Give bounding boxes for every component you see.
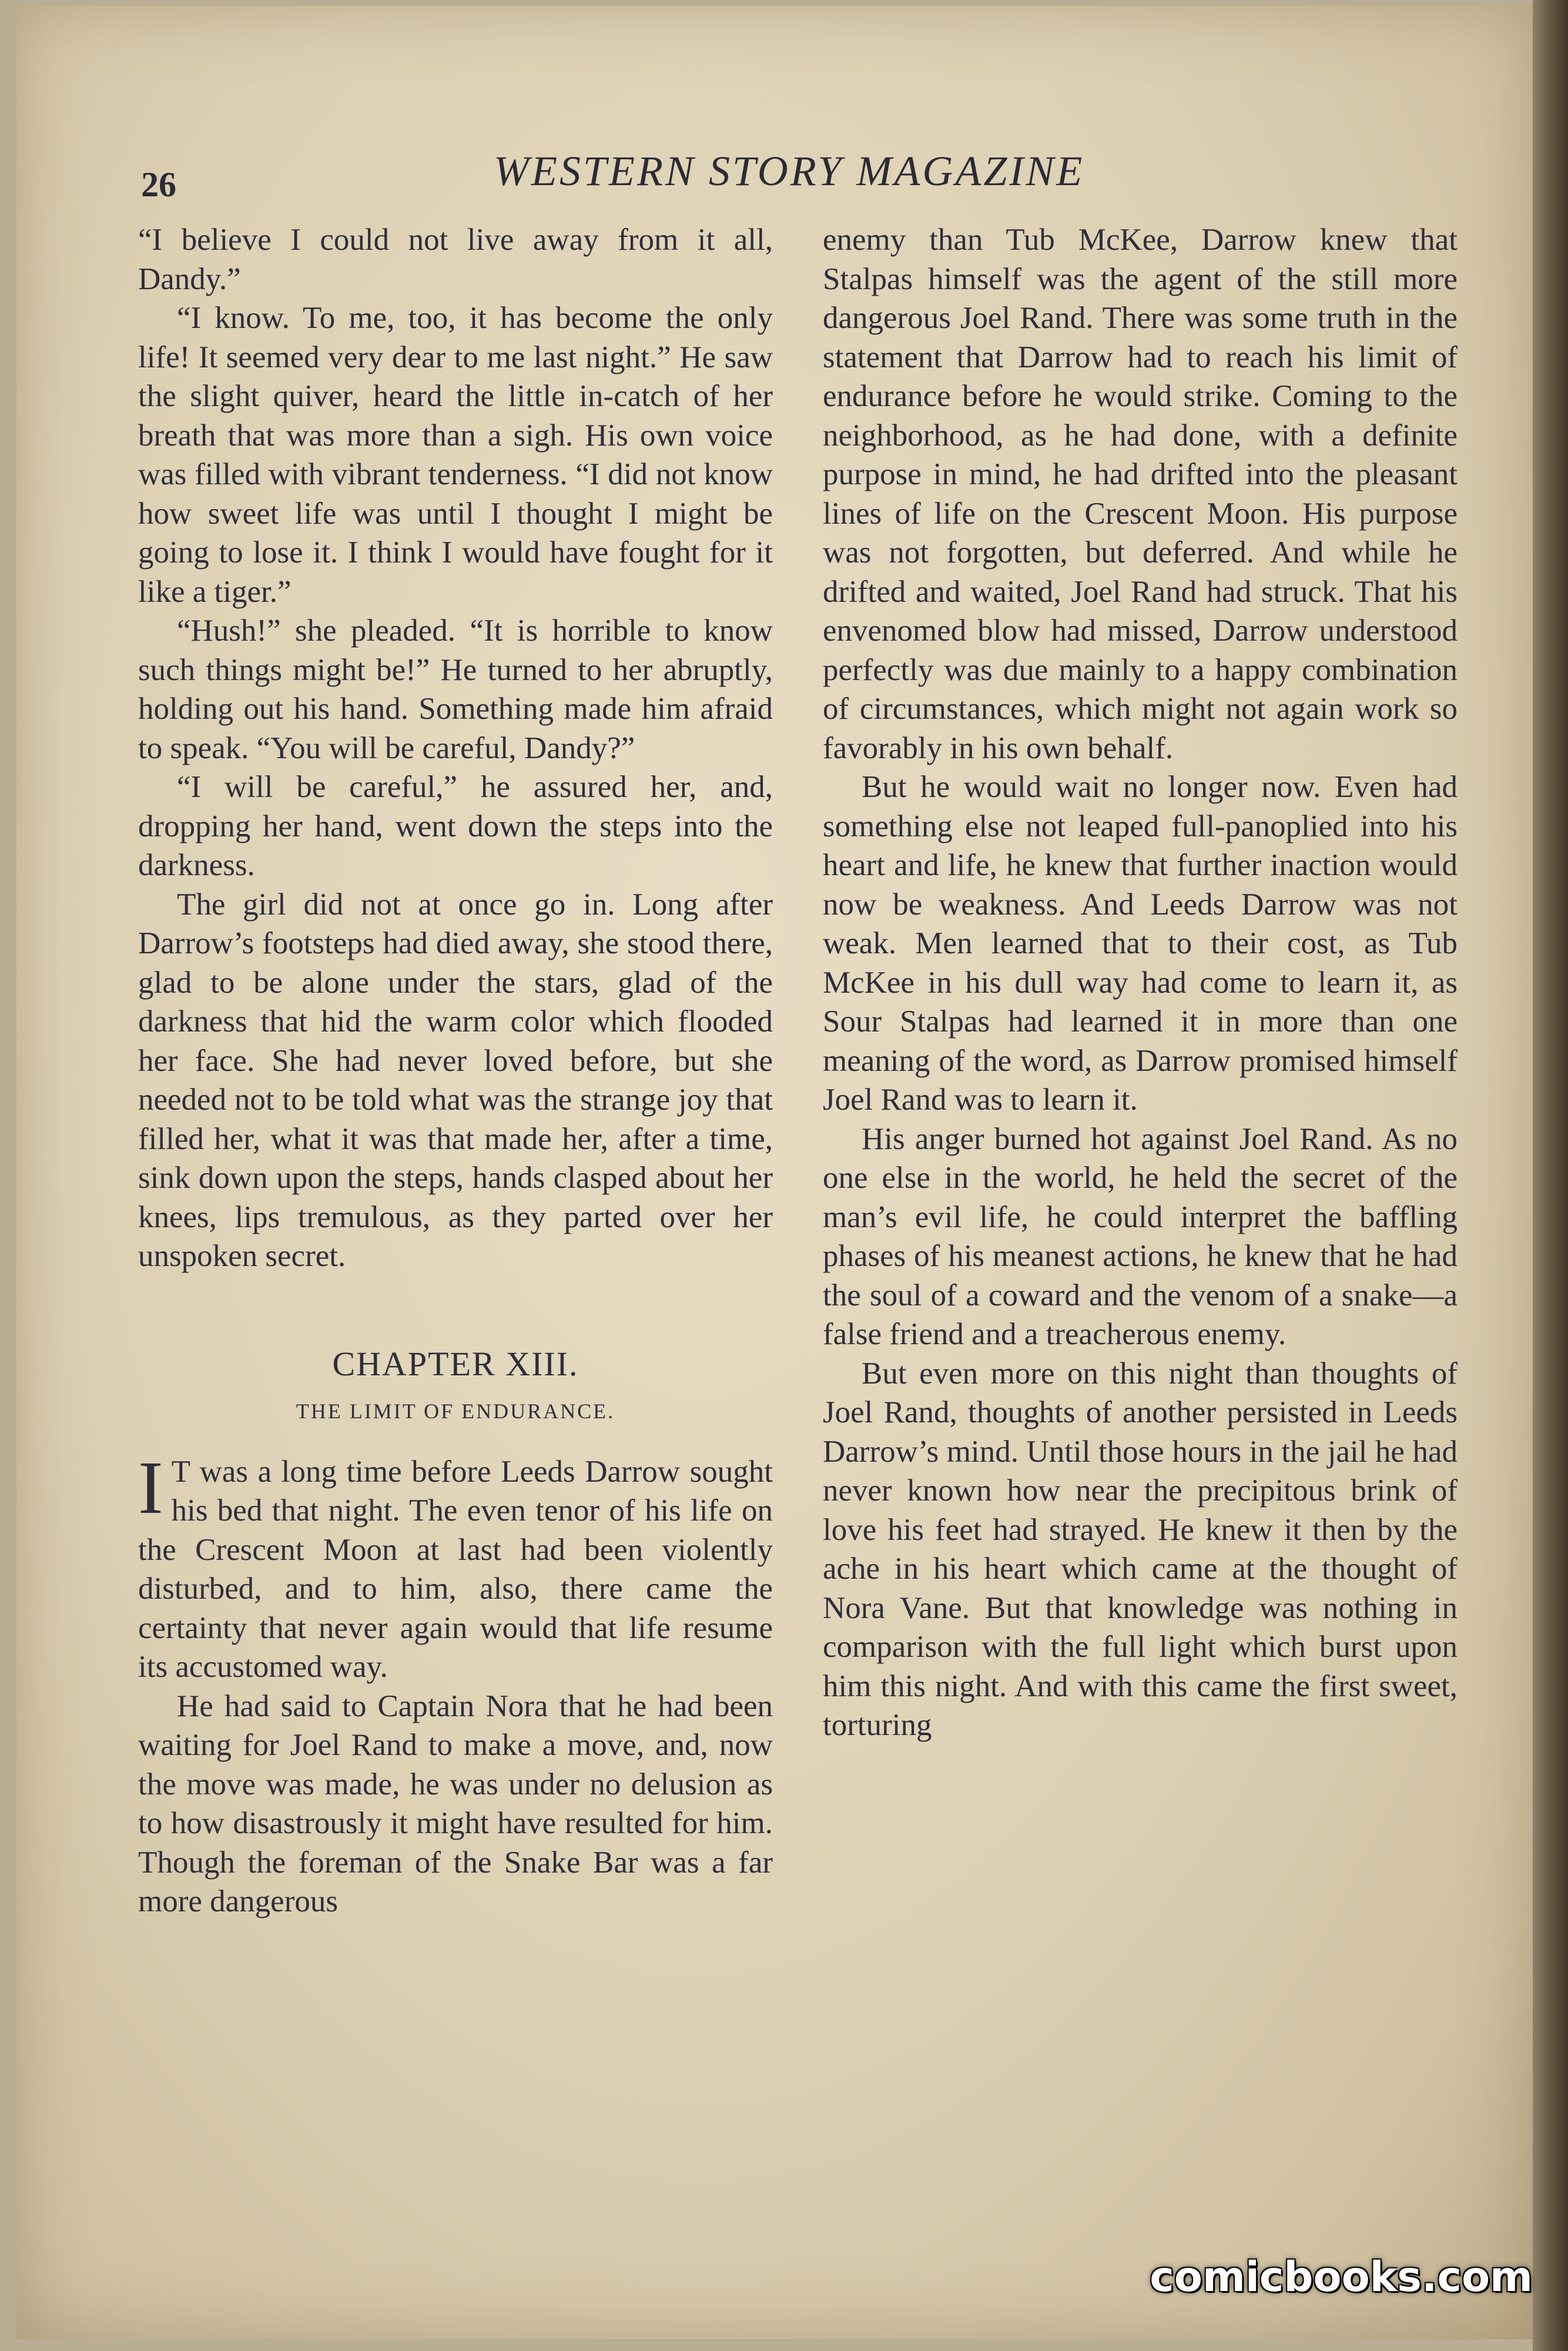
paragraph: His anger burned hot against Joel Rand. As no one else in the world, he held the secret of the man’s evil life, he could interpret the baffling phases of his meanest actions, he knew that he had the soul of a coward and the venom of a snake—a false friend and a treacherous enemy. bbox=[823, 1121, 1458, 1351]
paragraph: But he would wait no longer now. Even had something else not leaped full-panoplied into his heart and life, he knew that further inaction would now be weakness. And Leeds Darrow was not weak. Men learned that to their cost, as Tub McKee in his dull way had come to learn it, as Sour Stalpas had learned it in more than one meaning of the word, as Darrow promised himself Joel Rand was to learn it. bbox=[823, 770, 1458, 1117]
paragraph-continuation: enemy than Tub McKee, Darrow knew that Stalpas himself was the agent of the still more dangerous Joel Rand. There was some truth in the statement that Darrow had to reach his limit of endurance before he would strike. Coming to the neighborhood, as he had done, with a definite purpose in mind, he had drifted into the pleasant lines of life on the Crescent Moon. His purpose was not forgotten, but deferred. And while he drifted and waited, Joel Rand had struck. That his envenomed blow had missed, Darrow understood perfectly was due mainly to a happy combination of circumstances, which might not again work so favorably in his own behalf. bbox=[823, 223, 1458, 765]
paragraph: “I will be careful,” he assured her, and, dropping her hand, went down the steps into the darkness. bbox=[138, 770, 773, 882]
chapter-subtitle: THE LIMIT OF ENDURANCE. bbox=[296, 1399, 615, 1423]
paragraph: He had said to Captain Nora that he had been waiting for Joel Rand to make a move, and, now the move was made, he was under no delusion as to how disastrously it might have resulted for him. Though the foreman of the Snake Bar was a far more dangerous bbox=[138, 1689, 773, 1918]
page-edge-shadow bbox=[1533, 0, 1568, 2351]
chapter-title: CHAPTER XIII. bbox=[332, 1344, 579, 1383]
paragraph: “I believe I could not live away from it all, Dandy.” bbox=[138, 223, 773, 296]
paragraph: “Hush!” she pleaded. “It is horrible to know such things might be!” He turned to her abruptly, holding out his hand. Something made him afraid to speak. “You will be careful, Dandy?” bbox=[138, 614, 773, 765]
paragraph: “I know. To me, too, it has become the only life! It seemed very dear to me last night.” He saw the slight quiver, heard the little in-catch of her breath that was more than a sigh. His own voice was filled with vibrant tenderness. “I did not know how sweet life was until I thought I might be going to lose it. I think I would have fought for it like a tiger.” bbox=[138, 301, 773, 609]
paragraph: The girl did not at once go in. Long after Darrow’s footsteps had died away, she stood there, glad to be alone under the stars, glad of the darkness that hid the warm color which flooded her face. She had never loved before, but she needed not to be told what was the strange joy that filled her, what it was that made her, after a time, sink down upon the steps, hands clasped about her knees, lips tremulous, as they parted over her unspoken secret. bbox=[138, 887, 773, 1273]
drop-cap: I bbox=[138, 1445, 163, 1529]
right-column bbox=[823, 220, 1458, 1745]
paragraph: But even more on this night than thoughts of Joel Rand, thoughts of another persisted in Leeds Darrow’s mind. Until those hours in the jail he had never known how near the precipitous brink of love his feet had strayed. He knew it then by the ache in his heart which came at the thought of Nora Vane. But that knowledge was nothing in comparison with the full light which burst upon him this night. And with this came the first sweet, torturing bbox=[823, 1356, 1458, 1742]
paragraph-text: T was a long time before Leeds Darrow sought his bed that night. The even tenor of his life on the Crescent Moon at last had been violently disturbed, and to him, also, there came the certainty that never again would that life resume its accustomed way. bbox=[138, 1454, 773, 1684]
watermark: comicbooks.com bbox=[1150, 2253, 1533, 2301]
left-column bbox=[138, 220, 773, 1921]
page-number: 26 bbox=[141, 165, 176, 204]
chapter-opening-paragraph bbox=[138, 1445, 773, 1687]
page-header bbox=[118, 141, 1410, 212]
running-title: WESTERN STORY MAGAZINE bbox=[494, 148, 1085, 195]
